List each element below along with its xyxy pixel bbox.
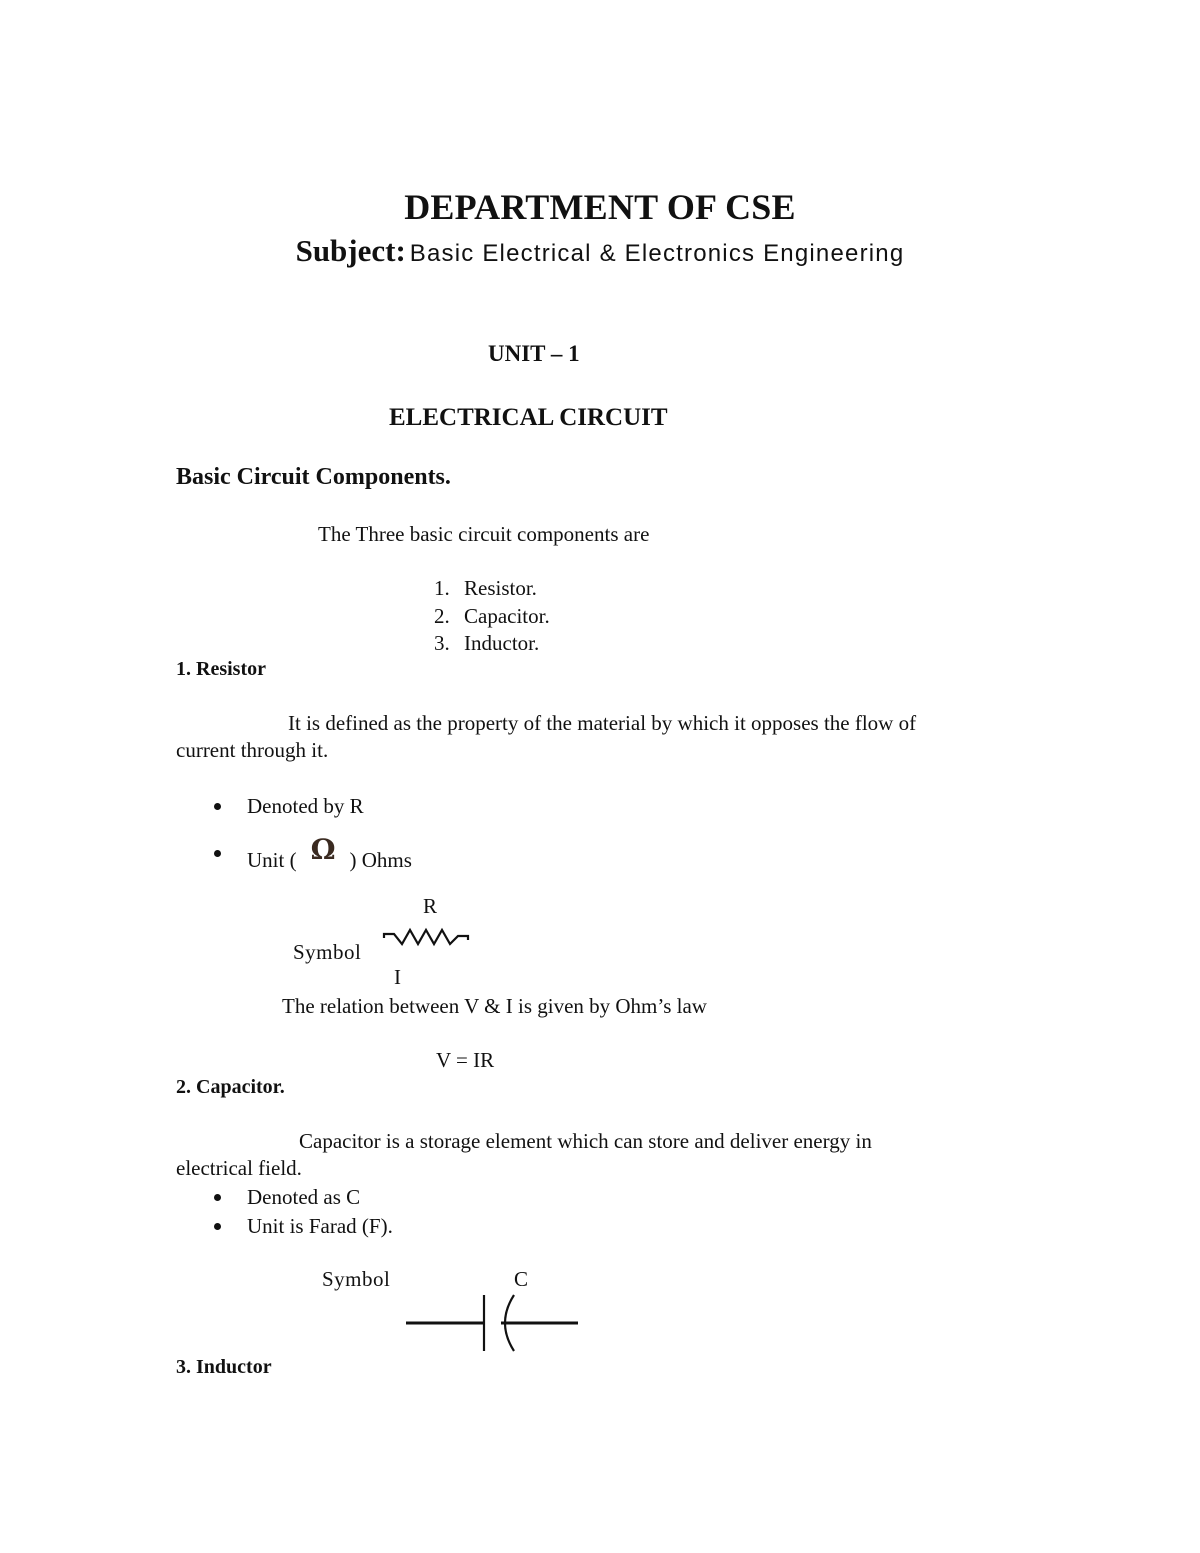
capacitor-unit: Unit is Farad (F).	[247, 1214, 393, 1238]
bullet-icon	[214, 1223, 221, 1230]
subject-name: Basic Electrical & Electronics Engineering	[409, 240, 905, 267]
inductor-heading: 3. Inductor	[176, 1356, 272, 1378]
unit-title: UNIT – 1	[488, 341, 580, 366]
capacitor-definition-line2: electrical field.	[176, 1156, 302, 1180]
resistor-definition-line2: current through it.	[176, 738, 329, 762]
department-title: DEPARTMENT OF CSE	[404, 187, 796, 227]
list-item	[434, 631, 539, 656]
resistor-symbol-bottom-label: I	[394, 965, 401, 989]
resistor-unit-prefix: Unit (	[247, 848, 297, 872]
list-item	[434, 576, 537, 601]
capacitor-symbol-top-label: C	[514, 1267, 529, 1291]
resistor-symbol-label: Symbol	[293, 940, 362, 964]
components-intro: The Three basic circuit components are	[318, 522, 650, 546]
subject-label: Subject:	[295, 233, 406, 268]
list-label: Inductor.	[464, 631, 540, 655]
capacitor-heading: 2. Capacitor.	[176, 1076, 285, 1098]
capacitor-symbol-icon	[400, 1290, 590, 1356]
resistor-heading: 1. Resistor	[176, 658, 266, 680]
ohms-law-relation: The relation between V & I is given by Ohm’s law	[282, 994, 707, 1018]
list-number: 3.	[434, 631, 450, 655]
resistor-unit	[247, 833, 412, 874]
bullet-icon	[214, 803, 221, 810]
resistor-unit-suffix: ) Ohms	[349, 848, 412, 872]
resistor-symbol-top-label: R	[423, 894, 438, 918]
omega-icon: Ω	[310, 833, 336, 866]
subject-line	[0, 233, 1200, 269]
resistor-definition-line1: It is defined as the property of the material by which it opposes the flow of	[288, 711, 917, 735]
capacitor-denoted: Denoted as C	[247, 1185, 361, 1209]
list-item	[434, 604, 550, 629]
list-number: 1.	[434, 576, 450, 600]
list-label: Resistor.	[464, 576, 537, 600]
basic-components-heading: Basic Circuit Components.	[176, 464, 451, 490]
resistor-denoted: Denoted by R	[247, 794, 364, 818]
capacitor-definition-line1: Capacitor is a storage element which can store and deliver energy in	[299, 1129, 872, 1153]
resistor-symbol-icon	[380, 922, 476, 952]
list-label: Capacitor.	[464, 604, 550, 628]
ohms-law-formula: V = IR	[436, 1048, 495, 1072]
bullet-icon	[214, 1194, 221, 1201]
capacitor-symbol-label: Symbol	[322, 1267, 391, 1291]
section-title: ELECTRICAL CIRCUIT	[389, 404, 668, 431]
bullet-icon	[214, 850, 221, 857]
list-number: 2.	[434, 604, 450, 628]
